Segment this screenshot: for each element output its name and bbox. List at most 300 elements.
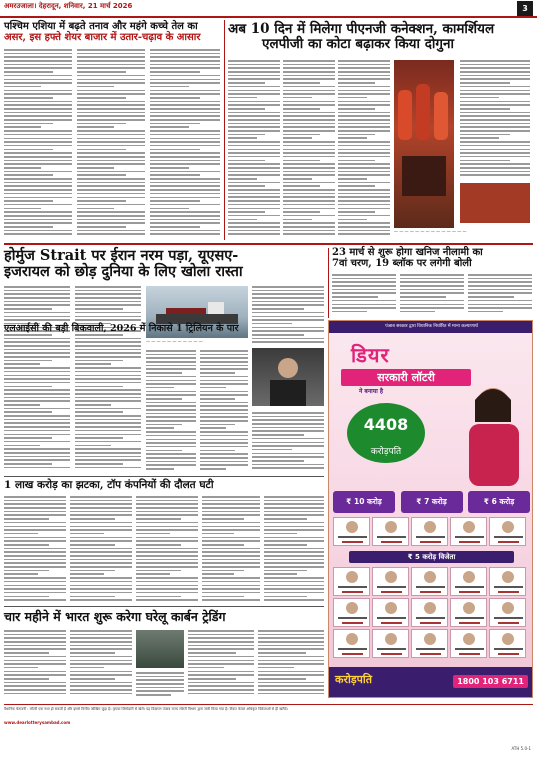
text-line [75, 393, 141, 395]
text-line [228, 226, 280, 228]
text-line [136, 551, 198, 553]
cylinders-illustration [394, 60, 454, 228]
text-line [228, 86, 280, 88]
text-line [77, 71, 126, 73]
text-line [264, 496, 324, 498]
winner-card [489, 598, 526, 627]
text-line [150, 193, 220, 195]
text-line [283, 152, 335, 154]
text-line [228, 208, 280, 210]
text-line [150, 97, 200, 99]
text-line [338, 160, 375, 162]
text-line [136, 522, 198, 524]
text-line [228, 149, 280, 151]
text-line [146, 365, 196, 367]
text-line [264, 548, 324, 550]
text-line [200, 427, 226, 429]
text-line [4, 463, 52, 465]
text-line [146, 453, 196, 455]
text-line [468, 304, 532, 306]
text-line [264, 581, 324, 583]
text-line [4, 290, 70, 292]
text-line [460, 67, 530, 69]
text-line [202, 555, 260, 557]
text-line [77, 104, 145, 106]
text-line [258, 671, 324, 673]
text-line [75, 426, 141, 428]
text-line [338, 137, 367, 139]
text-line [4, 648, 66, 650]
text-line [252, 338, 324, 340]
text-line [136, 559, 198, 561]
text-line [332, 307, 396, 309]
text-line [460, 130, 530, 132]
text-line [283, 233, 335, 235]
text-line [460, 171, 530, 173]
text-line [188, 667, 224, 669]
text-line [200, 368, 248, 370]
text-line [332, 292, 396, 294]
text-line [4, 630, 66, 632]
text-line [4, 693, 66, 695]
text-line [264, 540, 324, 542]
text-line [4, 338, 70, 340]
ad-count: 4408 [363, 415, 409, 434]
text-line [200, 394, 248, 396]
masthead [0, 0, 537, 18]
text-line [338, 108, 375, 110]
text-line [4, 689, 66, 691]
west-asia-body [4, 49, 72, 239]
winner-card [489, 629, 526, 658]
text-line [338, 171, 390, 173]
text-line [252, 427, 324, 429]
text-line [338, 211, 375, 213]
winner-card [333, 567, 370, 596]
hormuz-body [75, 286, 141, 474]
text-line [75, 445, 111, 447]
text-line [70, 689, 132, 691]
text-line [200, 357, 248, 359]
text-line [150, 126, 189, 128]
text-line [136, 526, 198, 528]
text-line [70, 555, 132, 557]
text-line [338, 222, 390, 224]
text-line [75, 312, 141, 314]
text-line [77, 193, 145, 195]
text-line [75, 386, 123, 388]
text-line [283, 86, 335, 88]
text-line [202, 559, 260, 561]
text-line [202, 570, 244, 572]
text-line [200, 431, 248, 433]
text-line [70, 533, 104, 535]
text-line [150, 86, 189, 88]
winner-card [450, 517, 487, 546]
west-asia-body [77, 49, 145, 239]
text-line [283, 171, 335, 173]
text-line [338, 90, 390, 92]
text-line [228, 182, 280, 184]
png-body [283, 60, 335, 238]
text-line [460, 156, 530, 158]
text-line [200, 457, 248, 459]
text-line [146, 376, 196, 378]
text-line [4, 411, 52, 413]
text-line [77, 101, 145, 103]
text-line [150, 197, 220, 199]
text-line [4, 356, 70, 358]
text-line [200, 420, 248, 422]
text-line [202, 526, 260, 528]
winner-card [411, 629, 448, 658]
section-divider [4, 476, 324, 477]
text-line [4, 145, 72, 147]
text-line [283, 211, 320, 213]
text-line [338, 167, 390, 169]
text-line [77, 90, 145, 92]
text-line [258, 648, 324, 650]
text-line [228, 134, 265, 136]
text-line [4, 233, 72, 235]
text-line [77, 49, 145, 51]
hormuz-body [200, 350, 248, 474]
text-line [338, 178, 367, 180]
winner-card [333, 629, 370, 658]
text-line [228, 115, 280, 117]
text-line [75, 301, 141, 303]
ad-prize-2: ₹ 7 करोड़ [401, 491, 463, 513]
text-line [4, 123, 53, 125]
text-line [77, 230, 145, 232]
page-marker: ATH 5.0-1 [511, 746, 531, 751]
text-line [136, 548, 198, 550]
text-line [228, 75, 280, 77]
text-line [338, 193, 390, 195]
text-line [283, 196, 335, 198]
text-line [77, 204, 145, 206]
text-line [150, 211, 220, 213]
gas-cylinders-photo [394, 60, 454, 228]
hormuz-body [4, 286, 70, 474]
text-line [70, 648, 132, 650]
text-line [136, 518, 181, 520]
text-line [150, 64, 220, 66]
text-line [460, 115, 530, 117]
text-line [150, 204, 220, 206]
text-line [228, 163, 280, 165]
text-line [258, 693, 324, 695]
text-line [468, 300, 532, 302]
text-line [200, 413, 248, 415]
text-line [70, 581, 132, 583]
text-line [75, 363, 111, 365]
text-line [77, 97, 126, 99]
text-line [4, 585, 66, 587]
text-line [258, 634, 324, 636]
text-line [283, 60, 335, 62]
text-line [200, 453, 248, 455]
text-line [460, 64, 530, 66]
text-line [136, 544, 181, 546]
text-line [264, 522, 324, 524]
text-line [460, 137, 499, 139]
text-line [70, 514, 132, 516]
text-line [77, 93, 145, 95]
text-line [4, 319, 70, 321]
text-line [70, 634, 132, 636]
text-line [70, 577, 132, 579]
text-line [146, 424, 182, 426]
carbon-body [188, 630, 254, 700]
text-line [283, 230, 335, 232]
text-line [228, 90, 280, 92]
text-line [228, 204, 280, 206]
text-line [400, 292, 464, 294]
text-line [4, 663, 66, 665]
text-line [146, 394, 196, 396]
text-line [75, 360, 123, 362]
text-line [146, 439, 196, 441]
text-line [338, 219, 367, 221]
text-line [202, 500, 260, 502]
text-line [146, 413, 196, 415]
text-line [75, 463, 123, 465]
text-line [228, 178, 257, 180]
text-line [150, 93, 220, 95]
text-line [468, 285, 532, 287]
text-line [228, 137, 257, 139]
text-line [200, 398, 235, 400]
text-line [258, 652, 306, 654]
text-line [200, 354, 248, 356]
text-line [4, 97, 53, 99]
text-line [70, 596, 115, 598]
text-line [77, 215, 145, 217]
text-line [150, 160, 220, 162]
text-line [77, 226, 126, 228]
text-line [70, 503, 132, 505]
text-line [338, 71, 390, 73]
text-line [200, 387, 226, 389]
text-line [150, 185, 220, 187]
ad-prize-1: ₹ 10 करोड़ [333, 491, 395, 513]
text-line [283, 90, 335, 92]
text-line [77, 126, 114, 128]
text-line [338, 126, 390, 128]
text-line [252, 445, 324, 447]
text-line [4, 441, 70, 443]
text-line [252, 449, 292, 451]
text-line [4, 297, 70, 299]
text-line [228, 200, 280, 202]
text-line [77, 115, 145, 117]
text-line [146, 380, 196, 382]
text-line [77, 182, 145, 184]
text-line [4, 378, 70, 380]
text-line [150, 82, 220, 84]
text-line [4, 514, 66, 516]
text-line [4, 182, 72, 184]
text-line [150, 101, 220, 103]
text-line [228, 104, 280, 106]
text-line [258, 637, 324, 639]
text-line [77, 185, 145, 187]
text-line [228, 93, 280, 95]
text-line [4, 652, 49, 654]
text-line [338, 93, 390, 95]
text-line [200, 376, 248, 378]
text-line [77, 53, 145, 55]
text-line [460, 60, 530, 62]
text-line [75, 371, 141, 373]
ad-phone-number[interactable]: 1800 103 6711 [453, 675, 528, 688]
text-line [136, 687, 184, 689]
text-line [202, 518, 244, 520]
text-line [4, 685, 66, 687]
text-line [150, 149, 200, 151]
text-line [4, 301, 70, 303]
text-line [332, 278, 396, 280]
text-line [188, 648, 254, 650]
text-line [4, 566, 66, 568]
winner-card [333, 517, 370, 546]
text-line [264, 500, 324, 502]
text-line [4, 434, 70, 436]
text-line [188, 693, 254, 695]
text-line [77, 67, 145, 69]
text-line [70, 585, 132, 587]
text-line [228, 167, 280, 169]
text-line [338, 189, 390, 191]
text-line [136, 566, 198, 568]
carbon-body [4, 630, 66, 700]
text-line [264, 599, 324, 601]
text-line [283, 82, 320, 84]
text-line [202, 566, 260, 568]
text-line [75, 415, 141, 417]
text-line [188, 674, 254, 676]
text-line [70, 496, 132, 498]
text-line [338, 60, 390, 62]
text-line [188, 645, 254, 647]
text-line [77, 108, 145, 110]
winner-card [450, 629, 487, 658]
text-line [4, 540, 66, 542]
winner-card [372, 567, 409, 596]
text-line [264, 514, 324, 516]
text-line [252, 412, 324, 414]
text-line [4, 599, 66, 601]
text-line [75, 352, 141, 354]
text-line [283, 182, 335, 184]
text-line [146, 409, 196, 411]
hormuz-body [252, 286, 324, 346]
text-line [283, 123, 335, 125]
text-line [4, 352, 70, 354]
text-line [150, 71, 200, 73]
text-line [75, 382, 141, 384]
text-line [338, 115, 390, 117]
text-line [136, 500, 198, 502]
text-line [338, 156, 390, 158]
text-line [252, 341, 324, 343]
text-line [4, 645, 66, 647]
text-line [468, 307, 532, 309]
text-line [77, 152, 145, 154]
winner-card [450, 598, 487, 627]
text-line [4, 197, 72, 199]
text-line [150, 171, 220, 173]
text-line [136, 683, 184, 685]
text-line [460, 108, 510, 110]
text-line [338, 134, 375, 136]
text-line [70, 529, 132, 531]
winner-card [450, 567, 487, 596]
png-body [228, 60, 280, 238]
text-line [150, 112, 220, 114]
text-line [75, 456, 141, 458]
text-line [338, 152, 390, 154]
text-line [75, 404, 111, 406]
text-line [338, 141, 390, 143]
text-line [136, 555, 198, 557]
text-line [283, 149, 335, 151]
text-line [150, 119, 220, 121]
text-line [150, 145, 220, 147]
west-asia-headline: पश्चिम एशिया में बढ़ते तनाव और महंगे कच्चे तेल का असर, इस हफ्ते शेयर बाजार में उतार-चढ़ाव के आसार [4, 21, 201, 43]
text-line [4, 415, 70, 417]
text-line [228, 101, 280, 103]
text-line [146, 402, 196, 404]
text-line [200, 383, 248, 385]
text-line [136, 503, 198, 505]
text-line [228, 130, 280, 132]
text-line [460, 90, 530, 92]
text-line [77, 130, 145, 132]
text-line [338, 215, 390, 217]
text-line [4, 112, 72, 114]
lottery-advertisement[interactable] [328, 320, 533, 698]
text-line [4, 573, 38, 575]
text-line [252, 460, 304, 462]
text-line [70, 522, 132, 524]
text-line [150, 163, 220, 165]
text-line [460, 160, 510, 162]
person-illustration [252, 348, 324, 406]
text-line [338, 204, 390, 206]
text-line [4, 171, 72, 173]
text-line [136, 570, 181, 572]
text-line [338, 123, 390, 125]
text-line [338, 130, 390, 132]
text-line [150, 222, 220, 224]
text-line [75, 293, 141, 295]
text-line [146, 354, 196, 356]
text-line [136, 596, 181, 598]
footer-url[interactable]: www.dearlotterysambad.com [4, 720, 71, 725]
text-line [70, 518, 115, 520]
text-line [460, 86, 530, 88]
text-line [264, 511, 324, 513]
text-line [283, 130, 335, 132]
text-line [283, 112, 335, 114]
text-line [146, 446, 196, 448]
text-line [150, 56, 220, 58]
text-line [4, 456, 70, 458]
text-line [75, 430, 141, 432]
text-line [75, 341, 141, 343]
